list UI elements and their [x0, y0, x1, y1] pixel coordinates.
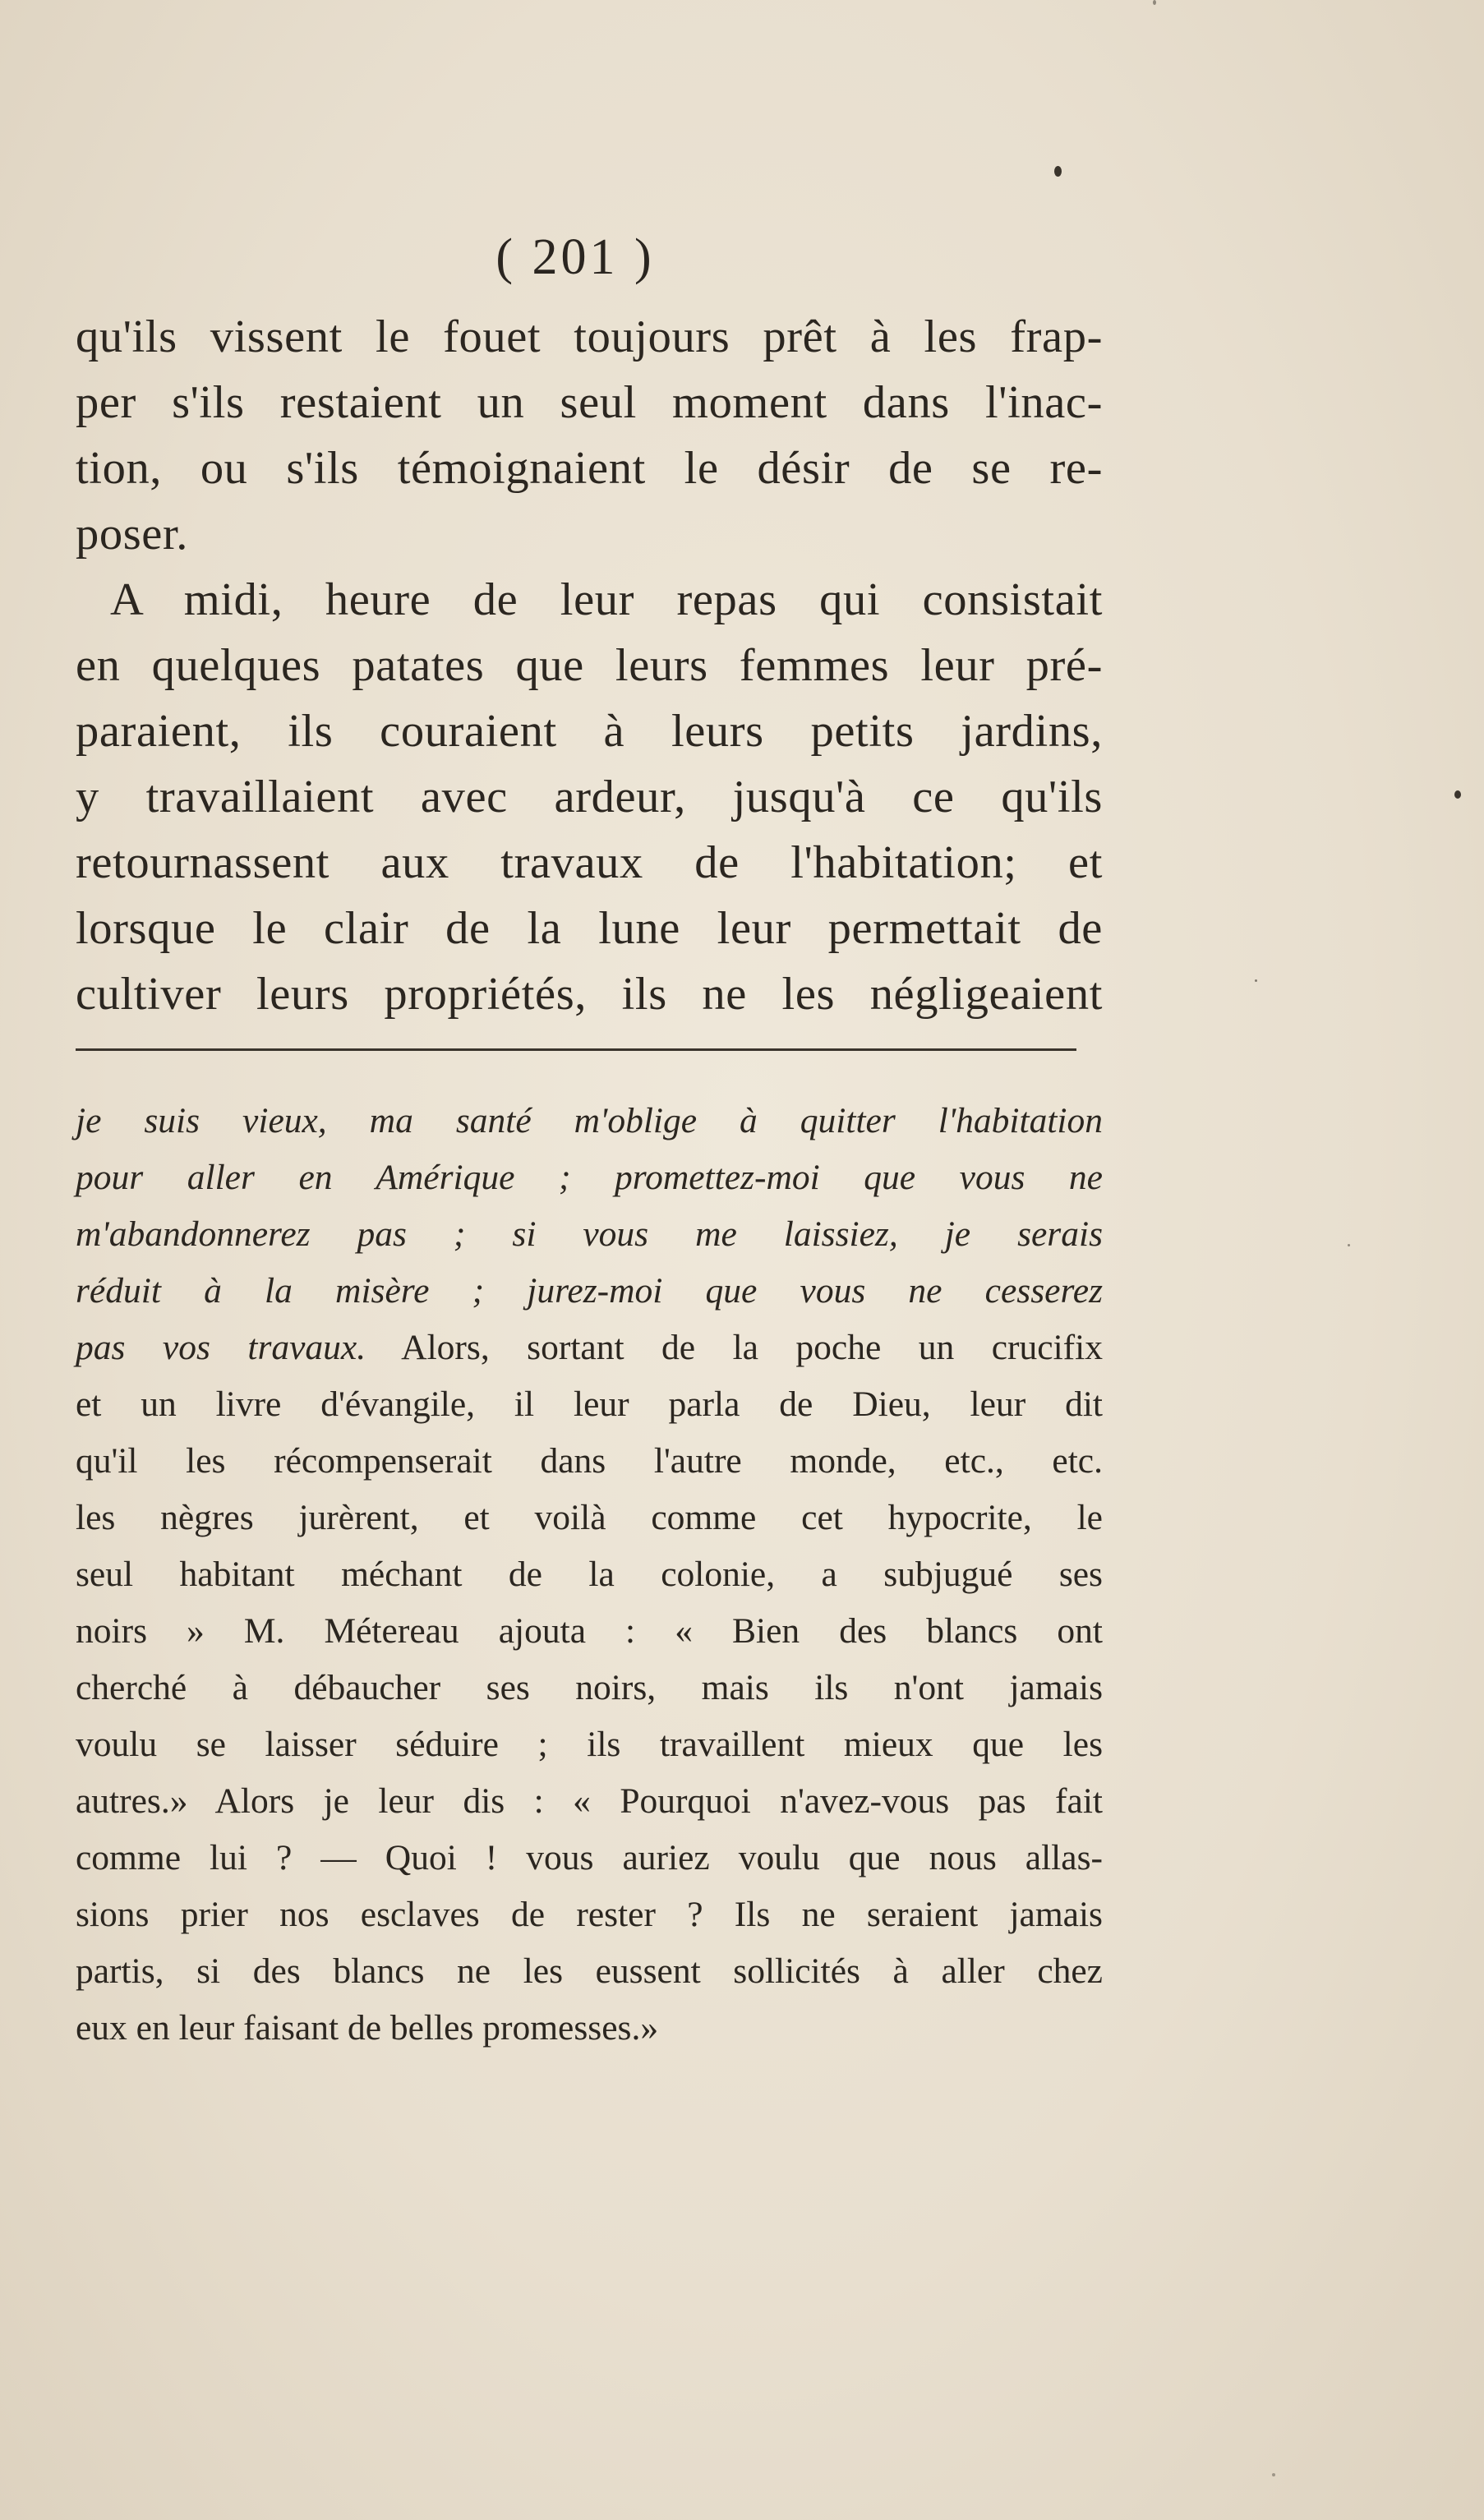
footnote-divider — [76, 1048, 1076, 1051]
text-line: per s'ils restaient un seul moment dans l'inac- — [76, 377, 1103, 428]
footnote-line: cherché à débaucher ses noirs, mais ils n'ont jamais — [76, 1668, 1103, 1707]
text-line: A midi, heure de leur repas qui consistait — [110, 574, 1103, 625]
italic-text: réduit à la misère ; jurez-moi que vous ne cesserez — [76, 1271, 1103, 1311]
text-line: qu'ils vissent le fouet toujours prêt à les frap- — [76, 311, 1103, 362]
footnote-line: autres.» Alors je leur dis : « Pourquoi n'avez-vous pas fait — [76, 1781, 1103, 1821]
italic-text: m'abandonnerez pas ; si vous me laissiez, je serais — [76, 1214, 1103, 1254]
footnote-line: eux en leur faisant de belles promesses.» — [76, 2008, 659, 2048]
italic-text: pour aller en Amérique ; promettez-moi que vous ne — [76, 1158, 1103, 1197]
text-line: lorsque le clair de la lune leur permettait de — [76, 903, 1103, 954]
footnote-line — [76, 1206, 1103, 1263]
footnote-line: qu'il les récompenserait dans l'autre monde, etc., etc. — [76, 1441, 1103, 1481]
footnote-line: voulu se laisser séduire ; ils travaillent mieux que les — [76, 1725, 1103, 1764]
footnote-line — [76, 1320, 1103, 1376]
footnote-line: partis, si des blancs ne les eussent sollicités à aller chez — [76, 1951, 1103, 1991]
text-line: tion, ou s'ils témoignaient le désir de se re- — [76, 443, 1103, 494]
text-line: poser. — [76, 509, 188, 560]
ink-speck — [1454, 790, 1461, 799]
text-line: cultiver leurs propriétés, ils ne les négligeaient — [76, 969, 1103, 1020]
ink-speck — [1348, 1244, 1350, 1246]
footnote-line: sions prier nos esclaves de rester ? Ils ne seraient jamais — [76, 1895, 1103, 1934]
footnote-line: les nègres jurèrent, et voilà comme cet hypocrite, le — [76, 1498, 1103, 1537]
footnote-line: comme lui ? — Quoi ! vous auriez voulu que nous allas- — [76, 1838, 1103, 1877]
text-line: y travaillaient avec ardeur, jusqu'à ce qu'ils — [76, 772, 1103, 822]
footnote-line: noirs » M. Métereau ajouta : « Bien des blancs ont — [76, 1611, 1103, 1651]
ink-speck — [1153, 0, 1156, 5]
ink-speck — [1054, 166, 1062, 177]
roman-text: Alors, sortant de la poche un crucifix — [366, 1328, 1103, 1367]
text-line: retournassent aux travaux de l'habitation; et — [76, 837, 1103, 888]
footnote-line — [76, 1263, 1103, 1320]
ink-speck — [1272, 2473, 1275, 2476]
page-number: ( 201 ) — [495, 229, 655, 285]
footnote-line: seul habitant méchant de la colonie, a subjugué ses — [76, 1555, 1103, 1594]
text-line: paraient, ils couraient à leurs petits jardins, — [76, 706, 1103, 757]
footnote-line — [76, 1093, 1103, 1149]
footnote-line — [76, 1149, 1103, 1206]
ink-speck — [1255, 979, 1257, 982]
main-paragraphs — [76, 304, 1103, 1027]
italic-text: je suis vieux, ma santé m'oblige à quitter l'habitation — [76, 1101, 1103, 1140]
text-line: en quelques patates que leurs femmes leur pré- — [76, 640, 1103, 691]
footnote-line: et un livre d'évangile, il leur parla de Dieu, leur dit — [76, 1384, 1103, 1424]
italic-text: pas vos travaux. — [76, 1328, 366, 1367]
footnote — [76, 1093, 1103, 2057]
